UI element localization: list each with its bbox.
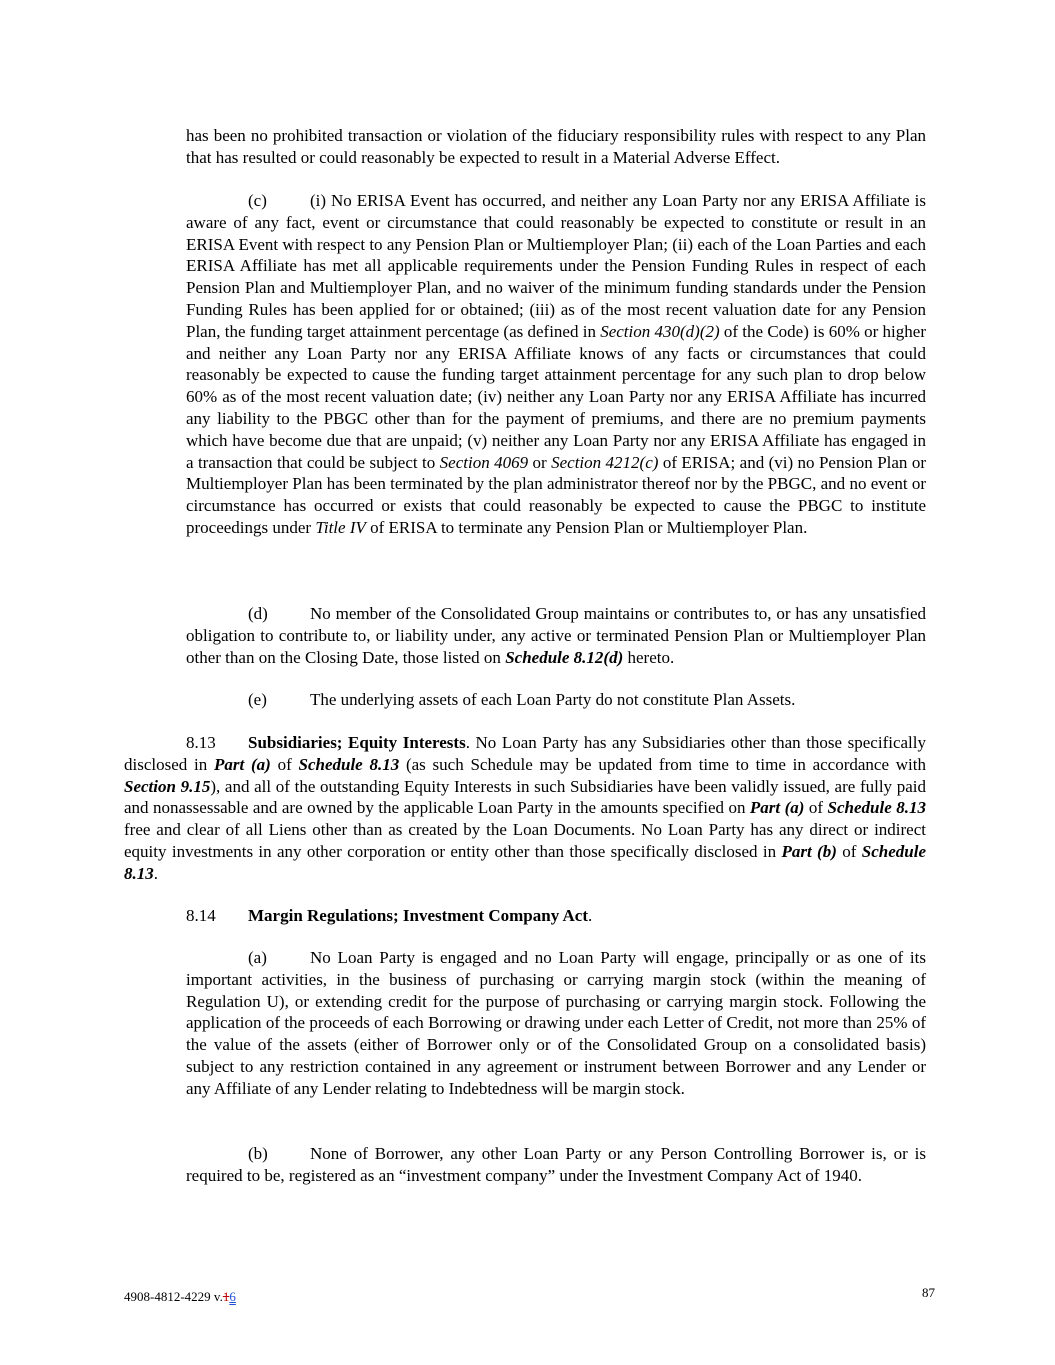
section-number: 8.14 <box>186 906 216 925</box>
paragraph-text: ), and all of the outstanding Equity Interests in such Subsidiaries have been validly issued, are fully paid and nonassessable and are owned by the applicable Loan Party in the amounts specified on <box>124 776 926 818</box>
paragraph-text: The underlying assets of each Loan Party do not constitute Plan Assets. <box>310 690 796 709</box>
doc-id: 4908-4812-4229 v. <box>124 1289 223 1304</box>
clause-label: (a) <box>248 948 267 967</box>
paragraph-c <box>186 190 926 539</box>
paragraph-a <box>186 947 926 1100</box>
clause-label: (c) <box>248 191 267 210</box>
section-heading: Subsidiaries; Equity Interests <box>248 733 466 752</box>
paragraph-d <box>186 603 926 668</box>
clause-label: (b) <box>248 1144 268 1163</box>
paragraph-text: of <box>836 841 862 861</box>
paragraph-text: free and clear of all Liens other than as created by the Loan Documents. No Loan Party has any direct or indirect equity investments in any other corporation or entity other than those specifically disclosed in <box>124 820 926 861</box>
section-heading: Margin Regulations; Investment Company Act <box>248 906 588 925</box>
paragraph-text: of ERISA to terminate any Pension Plan or Multiemployer Plan. <box>365 517 808 537</box>
section-number: 8.13 <box>186 733 216 752</box>
paragraph-text: of <box>804 798 828 818</box>
section-reference: Section 4212(c) <box>551 452 659 472</box>
paragraph-text: hereto. <box>623 647 675 667</box>
paragraph-text: . <box>588 906 593 925</box>
inserted-version: 6 <box>229 1289 236 1304</box>
paragraph-continuation <box>186 125 926 169</box>
schedule-reference: Schedule 8.13 <box>827 798 926 818</box>
schedule-reference: Schedule 8.13 <box>124 841 926 883</box>
paragraph-text: or <box>528 452 552 472</box>
paragraph-text: has been no prohibited transaction or violation of the fiduciary responsibility rules with respect to any Plan that has resulted or could reasonably be expected to result in a Material Adverse Effect. <box>186 126 926 167</box>
paragraph-text: (i) No ERISA Event has occurred, and neither any Loan Party nor any ERISA Affiliate is aware of any fact, event or circumstance that could reasonably be expected to constitute or result in an ERISA Event with respect to any Pension Plan or Multiemployer Plan; (ii) each of the Loan Parties and each ERISA Affiliate has met all applicable requirements under the Pension Funding Rules in respect of each Pension Plan and Multiemployer Plan, and no waiver of the minimum funding standards under the Pension Funding Rules has been applied for or obtained; (iii) as of the most recent valuation date for any Pension Plan, the funding target attainment percentage (as defined in <box>186 191 926 341</box>
section-reference: Section 4069 <box>439 452 529 472</box>
paragraph-b <box>186 1143 926 1187</box>
paragraph-e <box>186 689 926 711</box>
document-id-footer <box>124 1289 236 1305</box>
paragraph-text: of <box>270 754 299 774</box>
paragraph-text: (as such Schedule may be updated from time to time in accordance with <box>399 754 926 774</box>
section-8-13 <box>124 732 926 885</box>
paragraph-text: . No Loan Party has any Subsidiaries other than those specifically disclosed in <box>124 733 926 774</box>
section-reference: Title IV <box>315 517 366 537</box>
clause-label: (d) <box>248 604 268 623</box>
section-8-14 <box>186 905 926 927</box>
paragraph-text: No member of the Consolidated Group maintains or contributes to, or has any unsatisfied obligation to contribute to, or liability under, any active or terminated Pension Plan or Multiemployer Plan other than on the Closing Date, those listed on <box>186 604 926 667</box>
schedule-reference: Schedule 8.13 <box>298 754 400 774</box>
clause-label: (e) <box>248 690 267 709</box>
part-reference: Part (a) <box>214 754 271 774</box>
part-reference: Part (b) <box>781 841 837 861</box>
section-reference: Section 430(d)(2) <box>600 321 720 341</box>
part-reference: Part (a) <box>749 798 805 818</box>
deleted-version: 1 <box>222 1289 230 1304</box>
paragraph-text: None of Borrower, any other Loan Party or any Person Controlling Borrower is, or is required to be, registered as an “investment company” under the Investment Company Act of 1940. <box>186 1144 926 1185</box>
section-reference: Section 9.15 <box>124 776 211 796</box>
paragraph-text: . <box>153 863 158 883</box>
schedule-reference: Schedule 8.12(d) <box>505 647 624 667</box>
paragraph-text: of the Code) is 60% or higher and neither any Loan Party nor any ERISA Affiliate knows of any facts or circumstances that could reasonably be expected to cause the funding target attainment percentage for any such plan to drop below 60% as of the most recent valuation date; (iv) neither any Loan Party nor any ERISA Affiliate has incurred any liability to the PBGC other than for the payment of premiums, and there are no premium payments which have become due that are unpaid; (v) neither any Loan Party nor any ERISA Affiliate has engaged in a transaction that could be subject to <box>186 321 926 472</box>
page-number: 87 <box>922 1285 935 1300</box>
paragraph-text: of ERISA; and (vi) no Pension Plan or Multiemployer Plan has been terminated by the plan administrator thereof nor by the PBGC, and no event or circumstance has occurred or exists that could reasonably be expected to cause the PBGC to institute proceedings under <box>186 452 926 537</box>
paragraph-text: No Loan Party is engaged and no Loan Party will engage, principally or as one of its important activities, in the business of purchasing or carrying margin stock (within the meaning of Regulation U), or extending credit for the purpose of purchasing or carrying margin stock. Following the application of the proceeds of each Borrowing or drawing under each Letter of Credit, not more than 25% of the value of the assets (either of Borrower only or of the Consolidated Group on a consolidated basis) subject to any restriction contained in any agreement or instrument between Borrower and any Lender or any Affiliate of any Lender relating to Indebtedness will be margin stock. <box>186 948 926 1098</box>
